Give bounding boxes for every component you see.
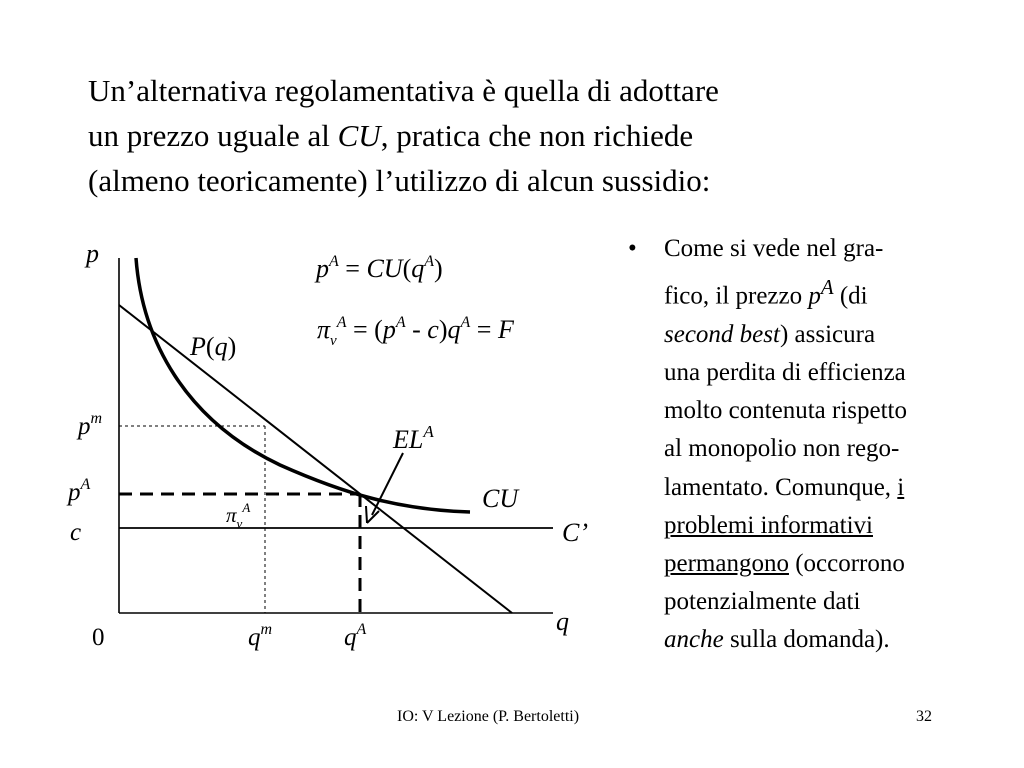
demand-label: P(q) bbox=[190, 332, 237, 361]
demand-line bbox=[119, 305, 512, 613]
cu-curve-label: CU bbox=[482, 484, 519, 513]
title-line-2-end: , pratica che non richiede bbox=[380, 118, 694, 153]
bullet-line-8: problemi informativi bbox=[664, 511, 873, 539]
bullet-line-10: potenzialmente dati bbox=[664, 588, 861, 616]
qA-label: $q^A$ bbox=[344, 621, 367, 651]
title-cu-term: CU bbox=[337, 118, 381, 153]
y-axis-label: p bbox=[86, 239, 99, 268]
x-axis-label: q bbox=[556, 607, 569, 636]
origin-label: 0 bbox=[92, 624, 105, 651]
bullet-line-4: una perdita di efficienza bbox=[664, 358, 906, 386]
qm-label: $q^m$ bbox=[248, 621, 273, 651]
title-line-3: (almeno teoricamente) l’utilizzo di alcun sussidio: bbox=[88, 163, 711, 198]
average-cost-curve bbox=[136, 258, 470, 512]
el-label: $EL^A$ bbox=[393, 422, 434, 454]
slide-number: 32 bbox=[916, 708, 932, 725]
title-line-1: Un’alternativa regolamentativa è quella di adottare bbox=[88, 73, 719, 108]
pA-label: $p^A$ bbox=[68, 476, 91, 506]
equation-price: $p^A = CU(q^A)$ bbox=[316, 253, 443, 283]
bullet-marker: • bbox=[628, 235, 637, 262]
bullet-line-3: second best) assicura bbox=[664, 320, 876, 348]
footer-lecture-credit: IO: V Lezione (P. Bertoletti) bbox=[397, 708, 580, 725]
bullet-line-9: permangono (occorrono bbox=[664, 549, 905, 577]
c-label: c bbox=[70, 519, 82, 546]
bullet-line-2: fico, il prezzo $p^A$ (di bbox=[664, 275, 868, 310]
bullet-line-7: lamentato. Comunque, i bbox=[664, 473, 905, 501]
pm-label: $p^m$ bbox=[78, 410, 103, 440]
profit-area-label: $\pi_v^A$ bbox=[226, 500, 251, 531]
title-line-2-start: un prezzo uguale al bbox=[88, 118, 338, 153]
bullet-line-1: Come si vede nel gra- bbox=[664, 235, 884, 262]
bullet-point bbox=[628, 230, 1008, 660]
cprime-label: C’ bbox=[562, 518, 588, 547]
bullet-line-6: al monopolio non rego- bbox=[664, 435, 900, 463]
bullet-line-11: anche sulla domanda). bbox=[664, 626, 890, 654]
bullet-line-5: molto contenuta rispetto bbox=[664, 397, 908, 425]
equation-profit: $\pi_v^A = (p^A - c)q^A = F$ bbox=[317, 314, 514, 349]
